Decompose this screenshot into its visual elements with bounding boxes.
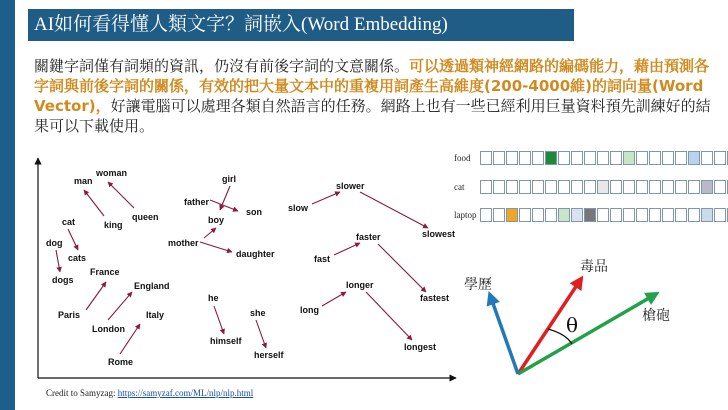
credit-text: Credit to Samyzag:	[46, 388, 116, 398]
arrow-he-himself	[214, 306, 224, 334]
word-cats: cats	[68, 253, 87, 263]
word-mother: mother	[168, 238, 199, 248]
arrow-cat-cats	[68, 229, 78, 250]
arrow-king-man	[84, 190, 104, 216]
word-longer: longer	[346, 280, 374, 290]
word-king: king	[104, 220, 123, 230]
word-cat: cat	[62, 217, 76, 227]
vector-label-cat: cat	[454, 182, 465, 192]
paragraph-highlight: 可以透過類神經網路的編碼能力，藉由預測各字詞與前後字詞的關係，有效的把大量文本中的重複用詞產生高維度(200-4000維)的詞向量(Word Vector)，	[34, 57, 710, 115]
word-england: England	[134, 281, 170, 291]
word-daughter: daughter	[236, 249, 275, 259]
word-woman: woman	[96, 168, 128, 178]
word-slow: slow	[288, 203, 309, 213]
label-record: 學歷	[464, 277, 492, 293]
arrow-paris-france	[86, 282, 106, 310]
word-herself: herself	[254, 350, 284, 360]
arrow-fast-faster	[334, 243, 360, 255]
word-dogs: dogs	[52, 275, 74, 285]
arrow-slower-slowest	[360, 192, 428, 228]
word-son: son	[246, 207, 263, 217]
word-slower: slower	[336, 181, 365, 191]
word-himself: himself	[210, 336, 242, 346]
word-france: France	[90, 267, 120, 277]
label-theta: θ	[566, 313, 579, 337]
word-italy: Italy	[146, 310, 165, 320]
word-long: long	[300, 305, 319, 315]
word-girl: girl	[222, 174, 237, 184]
arrow-mother-boy	[204, 228, 216, 238]
word-longest: longest	[404, 342, 437, 352]
arrow-queen-woman	[108, 182, 134, 208]
word-london: London	[92, 324, 125, 334]
arrow-slow-slower	[312, 192, 340, 204]
green-vector	[518, 294, 656, 374]
word-rome: Rome	[108, 357, 134, 367]
word-father: father	[184, 197, 210, 207]
word-boy: boy	[208, 215, 225, 225]
word-she: she	[250, 308, 266, 318]
arrow-mother-daughter	[200, 242, 232, 252]
word-dog: dog	[46, 238, 63, 248]
word-fast: fast	[314, 254, 331, 264]
word-he: he	[208, 293, 219, 303]
paragraph-part-3: 好讓電腦可以處理各類自然語言的任務。網路上也有一些已經利用巨量資料預先訓練好的結果可以下載使用。	[34, 97, 711, 135]
arrow-london-england	[108, 292, 132, 320]
arrow-she-herself	[256, 320, 266, 348]
word-man: man	[74, 176, 93, 186]
word-queen: queen	[132, 212, 159, 222]
arrow-dog-dogs	[56, 250, 60, 272]
label-poison: 毒品	[580, 259, 608, 275]
word-fastest: fastest	[420, 293, 450, 303]
word-faster: faster	[356, 232, 381, 242]
credit-link[interactable]: https://samyzaf.com/ML/nlp/nlp.html	[117, 388, 254, 398]
arrow-longer-longest	[366, 292, 412, 340]
label-gun: 槍砲	[642, 308, 670, 324]
word-slowest: slowest	[422, 229, 456, 239]
vector-label-food: food	[454, 153, 471, 163]
credit-line	[46, 388, 253, 398]
paragraph-part-1: 關鍵字詞僅有詞頻的資訊，仍沒有前後字詞的文意關係。	[34, 57, 410, 75]
slide-title: AI如何看得懂人類文字？詞嵌入(Word Embedding)	[28, 9, 574, 41]
arrow-long-longer	[322, 292, 346, 306]
arrow-faster-fastest	[378, 244, 426, 292]
word-paris: Paris	[58, 310, 81, 320]
vector-label-laptop: laptop	[454, 210, 477, 220]
blue-vector	[490, 295, 518, 374]
